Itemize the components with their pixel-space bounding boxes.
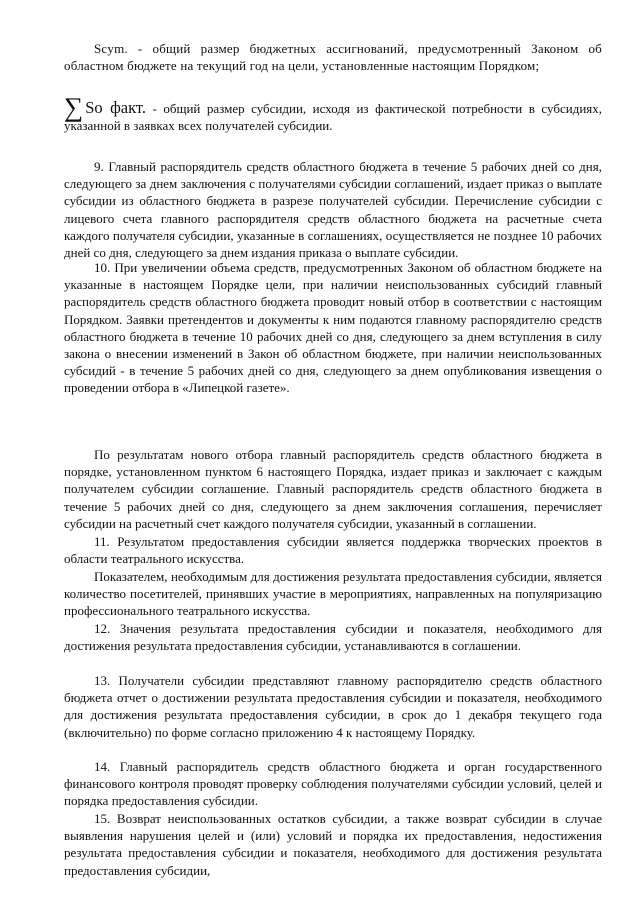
paragraph-14: 14. Главный распорядитель средств областного бюджета и орган государственного финансового контроля проводят проверку соблюдения получателями субсидии условий, целей и порядка предоставления субсидии. <box>64 759 602 809</box>
paragraph-13: 13. Получатели субсидии представляют главному распорядителю средств областного бюджета отчет о достижении результата предоставления субсидии и показателя, необходимого для достижения результата предоставления субсидии, в срок до 1 декабря текущего года (включительно) по форме согласно приложению 4 к настоящему Порядку. <box>64 673 602 740</box>
sum-variable: So факт. <box>85 98 146 117</box>
paragraph-11: 11. Результатом предоставления субсидии является поддержка творческих проектов в области театрального искусства. <box>64 534 602 567</box>
paragraph-so-fact-text: - общий размер субсидии, исходя из фактической потребности в субсидиях, указанной в заявках всех получателей субсидии. <box>64 101 602 134</box>
paragraph-10: 10. При увеличении объема средств, предусмотренных Законом об областном бюджете на указанные в настоящем Порядке цели, при наличии неиспользованных субсидий главный распорядитель средств областного бюджета проводит новый отбор в соответствии с настоящим Порядком. Заявки претендентов и документы к ним подаются главному распорядителю средств областного бюджета в течение 10 рабочих дней со дня, следующего за днем вступления в силу закона о внесении изменений в Закон об областном бюджете, при наличии неиспользованных субсидий - в течение 5 рабочих дней со дня, следующего за днем опубликования извещения о проведении отбора в «Липецкой газете». <box>64 260 602 396</box>
sum-symbol: ∑ <box>64 92 84 122</box>
paragraph-indicator: Показателем, необходимым для достижения результата предоставления субсидии, является количество посетителей, принявших участие в мероприятиях, направленных на популяризацию профессионального театрального искусства. <box>64 569 602 619</box>
paragraph-9: 9. Главный распорядитель средств областного бюджета в течение 5 рабочих дней со дня, следующего за днем заключения с получателями субсидии соглашений, издает приказ о выплате субсидии из областного бюджета в разрезе получателей субсидии. Перечисление субсидии с лицевого счета главного распорядителя средств областного бюджета на расчетные счета каждого получателя субсидии, указанные в соглашениях, осуществляется не позднее 10 рабочих дней со дня, следующего за днем издания приказа о выплате субсидии. <box>64 159 602 261</box>
paragraph-12: 12. Значения результата предоставления субсидии и показателя, необходимого для достижения результата предоставления субсидии, устанавливаются в соглашении. <box>64 621 602 654</box>
paragraph-15: 15. Возврат неиспользованных остатков субсидии, а также возврат субсидии в случае выявления нарушения целей и (или) условий и порядка их предоставления, недостижения результата предоставления субсидии и показателя, необходимого для достижения результата предоставления субсидии, <box>64 811 602 878</box>
paragraph-scym: Scym. - общий размер бюджетных ассигнований, предусмотренный Законом об областном бюджете на текущий год на цели, установленные настоящим Порядком; <box>64 41 602 74</box>
paragraph-so-fact <box>64 94 602 134</box>
paragraph-new-selection-results: По результатам нового отбора главный распорядитель средств областного бюджета в порядке, установленном пунктом 6 настоящего Порядка, издает приказ и заключает с каждым получателем субсидии соглашение. Главный распорядитель средств областного бюджета в течение 5 рабочих дней со дня, следующего за днем заключения соглашения, перечисляет субсидии на расчетный счет каждого получателя субсидии, указанный в соглашении. <box>64 447 602 531</box>
